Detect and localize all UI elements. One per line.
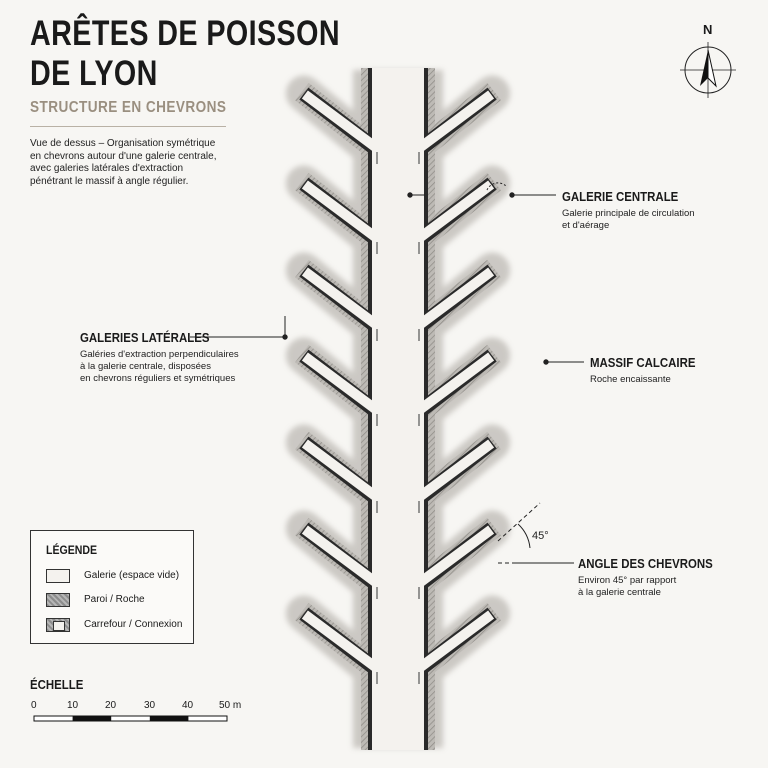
north-label: N [703, 22, 713, 37]
annotation-line: à la galerie centrale, disposées [80, 361, 211, 372]
title-line-2: DE LYON [30, 54, 158, 93]
galeries-laterales-title: GALERIES LATÉRALES [80, 330, 210, 345]
annotation-line: Galerie principale de circulation [562, 208, 695, 219]
legend-label: Carrefour / Connexion [84, 619, 183, 630]
description-line: avec galeries latérales d'extraction [30, 163, 184, 174]
legend-title: LÉGENDE [46, 543, 98, 557]
title-line-1: ARÊTES DE POISSON [30, 14, 340, 53]
scale-bar [34, 716, 227, 721]
massif-calcaire-text [590, 374, 671, 386]
legend-label: Paroi / Roche [84, 594, 145, 605]
scale-tick: 20 [105, 700, 117, 711]
scale-tick: 50 m [219, 700, 242, 711]
title-divider [30, 126, 226, 127]
annotation-line: Environ 45° par rapport [578, 575, 677, 586]
annotation-line: Roche encaissante [590, 374, 671, 385]
legend [30, 530, 194, 644]
scale-tick: 40 [182, 700, 194, 711]
description [30, 138, 216, 188]
compass-icon [680, 42, 736, 98]
description-line: Vue de dessus – Organisation symétrique [30, 138, 216, 149]
roche-swatch [46, 593, 70, 607]
galerie-swatch [46, 569, 70, 583]
angle-label: 45° [532, 530, 549, 542]
annotation-line: et d'aérage [562, 220, 610, 231]
description-line: en chevrons autour d'une galerie centrale, [30, 150, 217, 162]
carrefour-swatch [46, 618, 70, 632]
annotation-line: en chevrons réguliers et symétriques [80, 373, 236, 384]
annotation-line: Galéries d'extraction perpendiculaires [80, 349, 239, 360]
legend-label: Galerie (espace vide) [84, 570, 180, 581]
angle-chevrons-text [578, 575, 676, 599]
galeries-laterales-text [80, 349, 239, 385]
scale-tick: 10 [67, 700, 79, 711]
angle-chevrons-title: ANGLE DES CHEVRONS [578, 556, 713, 571]
page-title [30, 14, 340, 94]
subtitle: STRUCTURE EN CHEVRONS [30, 99, 227, 116]
description-line: pénétrant le massif à angle régulier. [30, 175, 189, 187]
massif-calcaire-title: MASSIF CALCAIRE [590, 355, 696, 370]
galerie-centrale-title: GALERIE CENTRALE [562, 189, 679, 204]
annotation-line: à la galerie centrale [578, 587, 661, 598]
galerie-centrale-text [562, 208, 695, 232]
scale-tick: 30 [144, 700, 156, 711]
scale-tick: 0 [31, 700, 37, 711]
scale-title: ÉCHELLE [30, 677, 84, 692]
